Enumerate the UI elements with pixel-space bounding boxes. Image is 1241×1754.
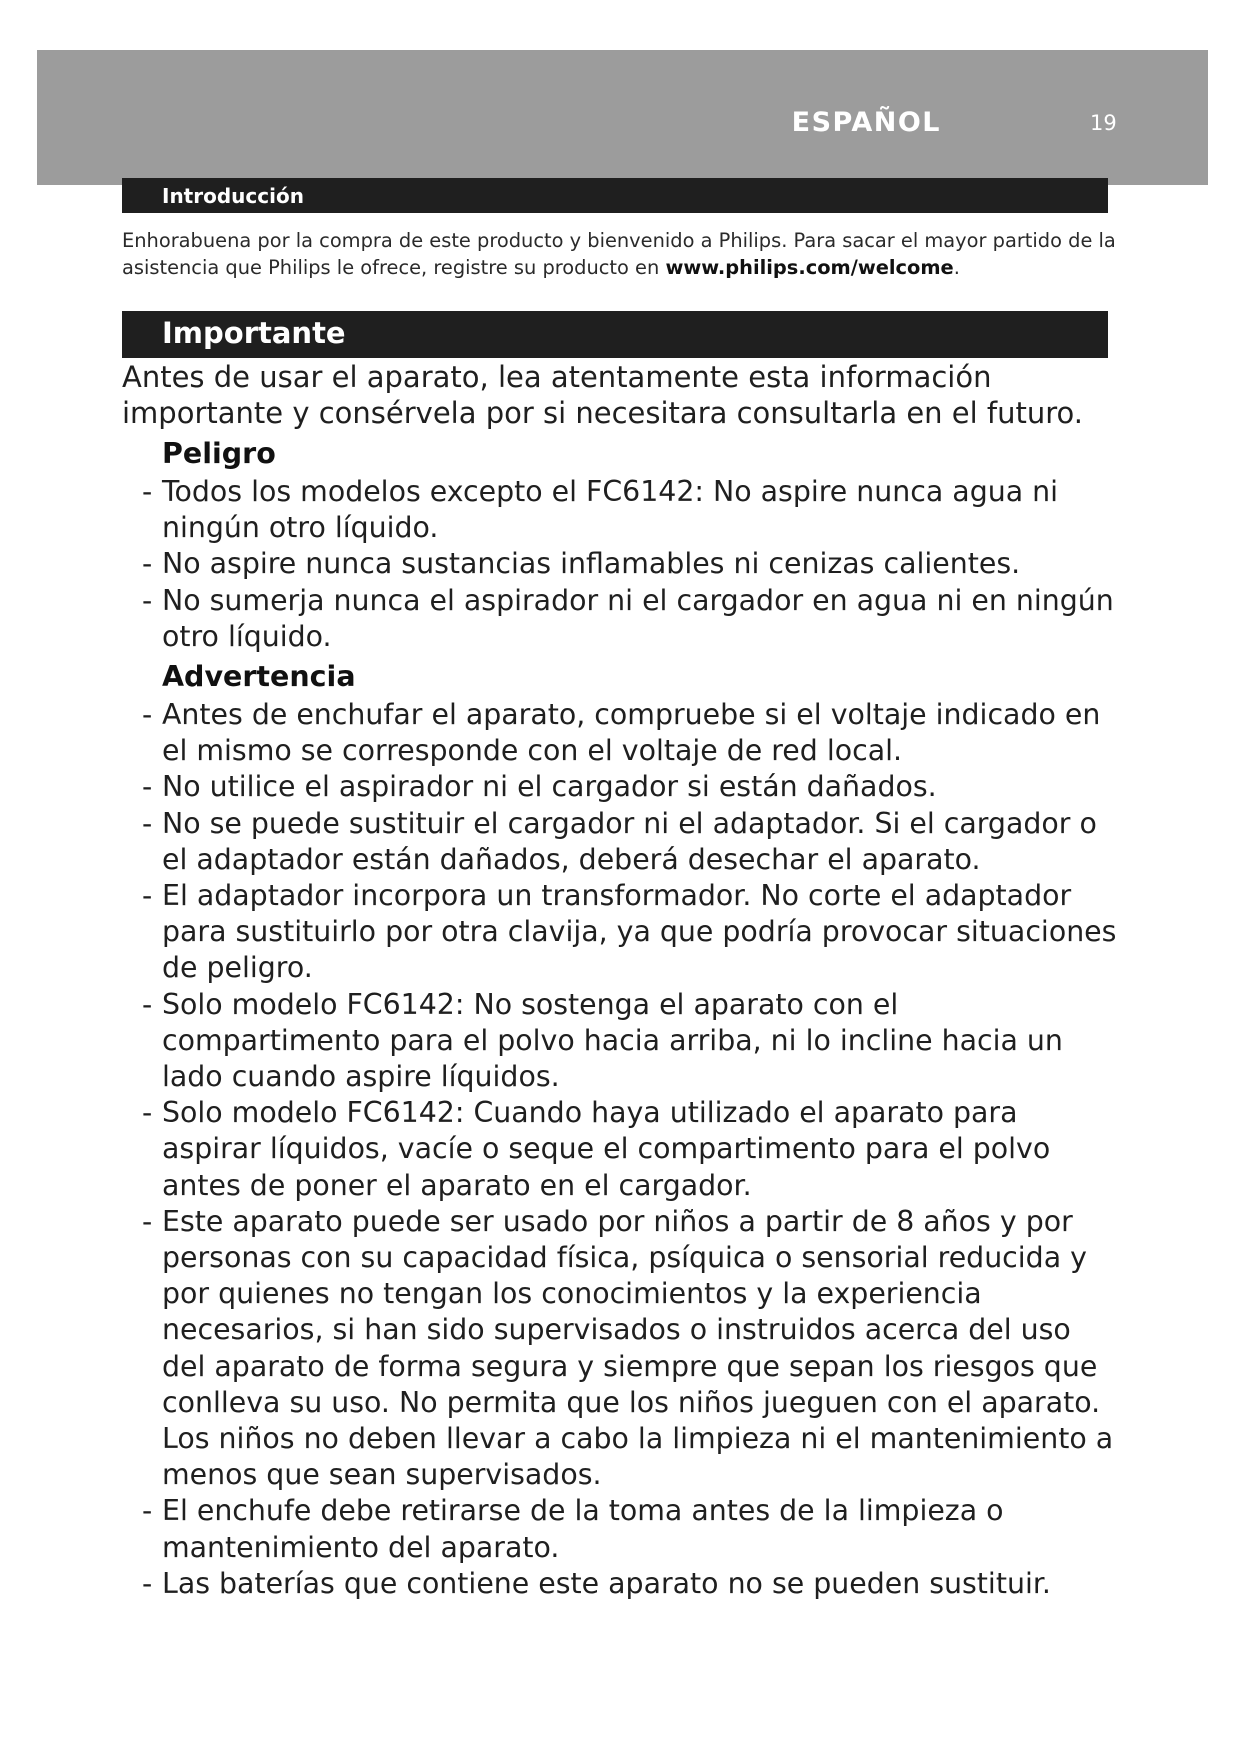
intro-text: Enhorabuena por la compra de este producto y bienvenido a Philips. Para sacar el mayor partido de la asistencia que Philips le ofrece, registre su producto en (122, 229, 1116, 279)
intro-end: . (953, 256, 960, 279)
advertencia-list (0, 697, 1241, 1602)
list-item: - No sumerja nunca el aspirador ni el cargador en agua ni en ningún otro líquido. (142, 583, 1114, 653)
safety-content (0, 434, 1241, 1604)
advertencia-title: Advertencia (162, 660, 356, 694)
peligro-block (0, 434, 1241, 655)
list-item: - El enchufe debe retirarse de la toma antes de la limpieza o mantenimiento del aparato. (142, 1494, 1004, 1564)
peligro-title: Peligro (162, 437, 276, 470)
list-item: - No utilice el aspirador ni el cargador si están dañados. (142, 770, 937, 804)
list-item: - Las baterías que contiene este aparato no se pueden sustituir. (142, 1566, 1051, 1600)
list-item: - No se puede sustituir el cargador ni el adaptador. Si el cargador o el adaptador están dañados, deberá desechar el aparato. (142, 806, 1097, 876)
intro-paragraph (122, 227, 1122, 281)
header-language: ESPAÑOL (791, 107, 941, 138)
section-heading-introduccion: Introducción (122, 178, 1108, 213)
advertencia-block (0, 657, 1241, 1602)
list-item: - Este aparato puede ser usado por niños a partir de 8 años y por personas con su capacidad física, psíquica o sensorial reducida y por quienes no tengan los conocimientos y la experiencia necesarios, si han sido supervisados o instruidos acerca del uso del aparato de forma segura y siempre que sepan los riesgos que conlleva su uso. No permita que los niños jueguen con el aparato. Los niños no deben llevar a cabo la limpieza ni el mantenimiento a menos que sean supervisados. (142, 1204, 1114, 1492)
page-number: 19 (1090, 111, 1117, 135)
peligro-list (0, 474, 1241, 655)
list-item: - El adaptador incorpora un transformador. No corte el adaptador para sustituirlo por otra clavija, ya que podría provocar situaciones de peligro. (142, 879, 1117, 985)
list-item: - Todos los modelos excepto el FC6142: No aspire nunca agua ni ningún otro líquido. (142, 475, 1059, 545)
list-item: - Antes de enchufar el aparato, compruebe si el voltaje indicado en el mismo se corresponde con el voltaje de red local. (142, 698, 1101, 768)
list-item: - Solo modelo FC6142: No sostenga el aparato con el compartimento para el polvo hacia arriba, ni lo incline hacia un lado cuando aspire líquidos. (142, 987, 1063, 1094)
header-band (37, 50, 1208, 185)
importante-lead: Antes de usar el aparato, lea atentamente esta información importante y consérvela por si necesitara consultarla en el futuro. (122, 360, 1083, 430)
list-item: - No aspire nunca sustancias inflamables ni cenizas calientes. (142, 547, 1021, 581)
welcome-url: www.philips.com/welcome (665, 256, 954, 279)
section-heading-importante: Importante (122, 311, 1108, 358)
list-item: - Solo modelo FC6142: Cuando haya utilizado el aparato para aspirar líquidos, vacíe o seque el compartimento para el polvo antes de poner el aparato en el cargador. (142, 1096, 1051, 1202)
